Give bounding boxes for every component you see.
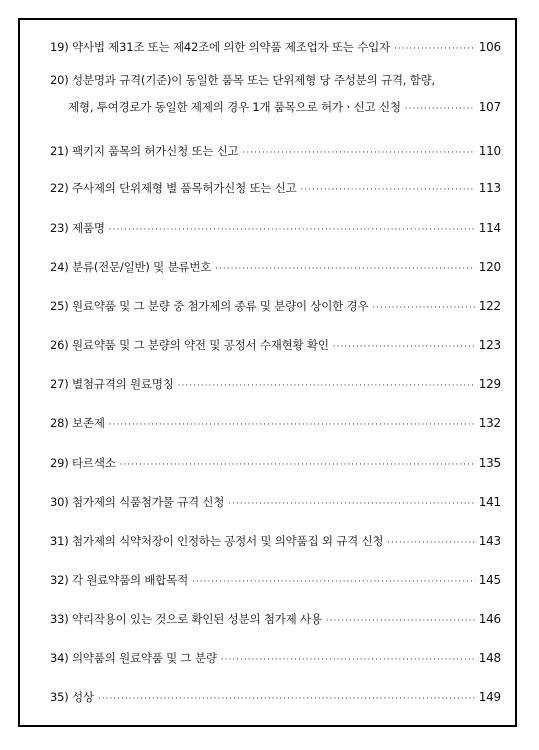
toc-entry-title: 32) 각 원료약품의 배합목적 xyxy=(50,573,188,587)
toc-entry-title: 30) 첨가제의 식품첨가물 규격 신청 xyxy=(50,495,225,509)
toc-page-number: 132 xyxy=(478,416,501,430)
toc-entry-title: 29) 타르색소 xyxy=(50,456,116,470)
dot-leader xyxy=(405,102,475,117)
toc-entry-25[interactable] xyxy=(50,299,501,316)
toc-page-number: 135 xyxy=(478,456,501,470)
toc-page-number: 123 xyxy=(478,338,501,352)
toc-page-number: 122 xyxy=(478,299,501,313)
toc-page-number: 129 xyxy=(478,377,501,391)
toc-page-number: 145 xyxy=(478,573,501,587)
toc-entry-23[interactable] xyxy=(50,221,501,238)
dot-leader xyxy=(120,458,475,473)
dot-leader xyxy=(387,536,474,551)
toc-entry-20[interactable] xyxy=(50,73,501,117)
dot-leader xyxy=(98,692,475,707)
toc-page-number: 110 xyxy=(478,144,501,158)
toc-frame xyxy=(18,18,517,727)
toc-page-number: 106 xyxy=(478,40,501,54)
toc-entry-28[interactable] xyxy=(50,416,501,433)
toc-page-number: 107 xyxy=(478,100,501,114)
toc-page-number: 114 xyxy=(478,221,501,235)
toc-entry-33[interactable] xyxy=(50,612,501,629)
toc-entry-title: 33) 약리작용이 있는 것으로 확인된 성분의 첨가제 사용 xyxy=(50,612,322,626)
toc-entry-title: 28) 보존제 xyxy=(50,416,105,430)
dot-leader xyxy=(326,614,475,629)
toc-entry-30[interactable] xyxy=(50,495,501,512)
toc-page-number: 148 xyxy=(478,651,501,665)
toc-entry-title: 27) 별첨규격의 원료명칭 xyxy=(50,377,174,391)
toc-entry-title: 35) 성상 xyxy=(50,690,94,704)
toc-page-number: 141 xyxy=(478,495,501,509)
toc-entry-title: 25) 원료약품 및 그 분량 중 첨가제의 종류 및 분량이 상이한 경우 xyxy=(50,299,369,313)
toc-entry-26[interactable] xyxy=(50,338,501,355)
dot-leader xyxy=(228,497,475,512)
toc-entry-29[interactable] xyxy=(50,456,501,473)
toc-entry-title: 31) 첨가제의 식약처장이 인정하는 공정서 및 의약품집 외 규격 신청 xyxy=(50,534,384,548)
dot-leader xyxy=(301,183,475,198)
toc-entry-title: 34) 의약품의 원료약품 및 그 분량 xyxy=(50,651,217,665)
toc-entry-31[interactable] xyxy=(50,534,501,551)
dot-leader xyxy=(178,379,475,394)
toc-entry-32[interactable] xyxy=(50,573,501,590)
dot-leader xyxy=(109,418,475,433)
toc-page-number: 146 xyxy=(478,612,501,626)
dot-leader xyxy=(215,262,475,277)
dot-leader xyxy=(109,223,475,238)
toc-entry-title: 26) 원료약품 및 그 분량의 약전 및 공정서 수재현황 확인 xyxy=(50,338,329,352)
toc-page-number: 149 xyxy=(478,690,501,704)
dot-leader xyxy=(243,146,475,161)
dot-leader xyxy=(372,301,474,316)
toc-entry-title: 22) 주사제의 단위제형 별 품목허가신청 또는 신고 xyxy=(50,181,297,195)
toc-entry-34[interactable] xyxy=(50,651,501,668)
toc-entry-27[interactable] xyxy=(50,377,501,394)
toc-entry-35[interactable] xyxy=(50,690,501,707)
toc-entry-title: 21) 팩키지 품목의 허가신청 또는 신고 xyxy=(50,144,239,158)
toc-entry-24[interactable] xyxy=(50,260,501,277)
dot-leader xyxy=(333,340,475,355)
toc-entry-19[interactable] xyxy=(50,40,501,57)
dot-leader xyxy=(192,575,475,590)
toc-entry-title: 제형, 투여경로가 동일한 제제의 경우 1개 품목으로 허가ㆍ신고 신청 xyxy=(68,100,401,114)
toc-page-number: 120 xyxy=(478,260,501,274)
dot-leader xyxy=(394,42,475,57)
toc-entry-title: 24) 분류(전문/일반) 및 분류번호 xyxy=(50,260,212,274)
toc-page-number: 143 xyxy=(478,534,501,548)
toc-entry-title: 23) 제품명 xyxy=(50,221,105,235)
toc-page-number: 113 xyxy=(478,181,501,195)
toc-entry-22[interactable] xyxy=(50,181,501,198)
toc-entry-title-line1: 20) 성분명과 규격(기준)이 동일한 품목 또는 단위제형 당 주성분의 규격, 함량, xyxy=(50,73,435,87)
dot-leader xyxy=(221,653,475,668)
toc-entry-title: 19) 약사법 제31조 또는 제42조에 의한 의약품 제조업자 또는 수입자 xyxy=(50,40,390,54)
toc-entry-21[interactable] xyxy=(50,144,501,161)
